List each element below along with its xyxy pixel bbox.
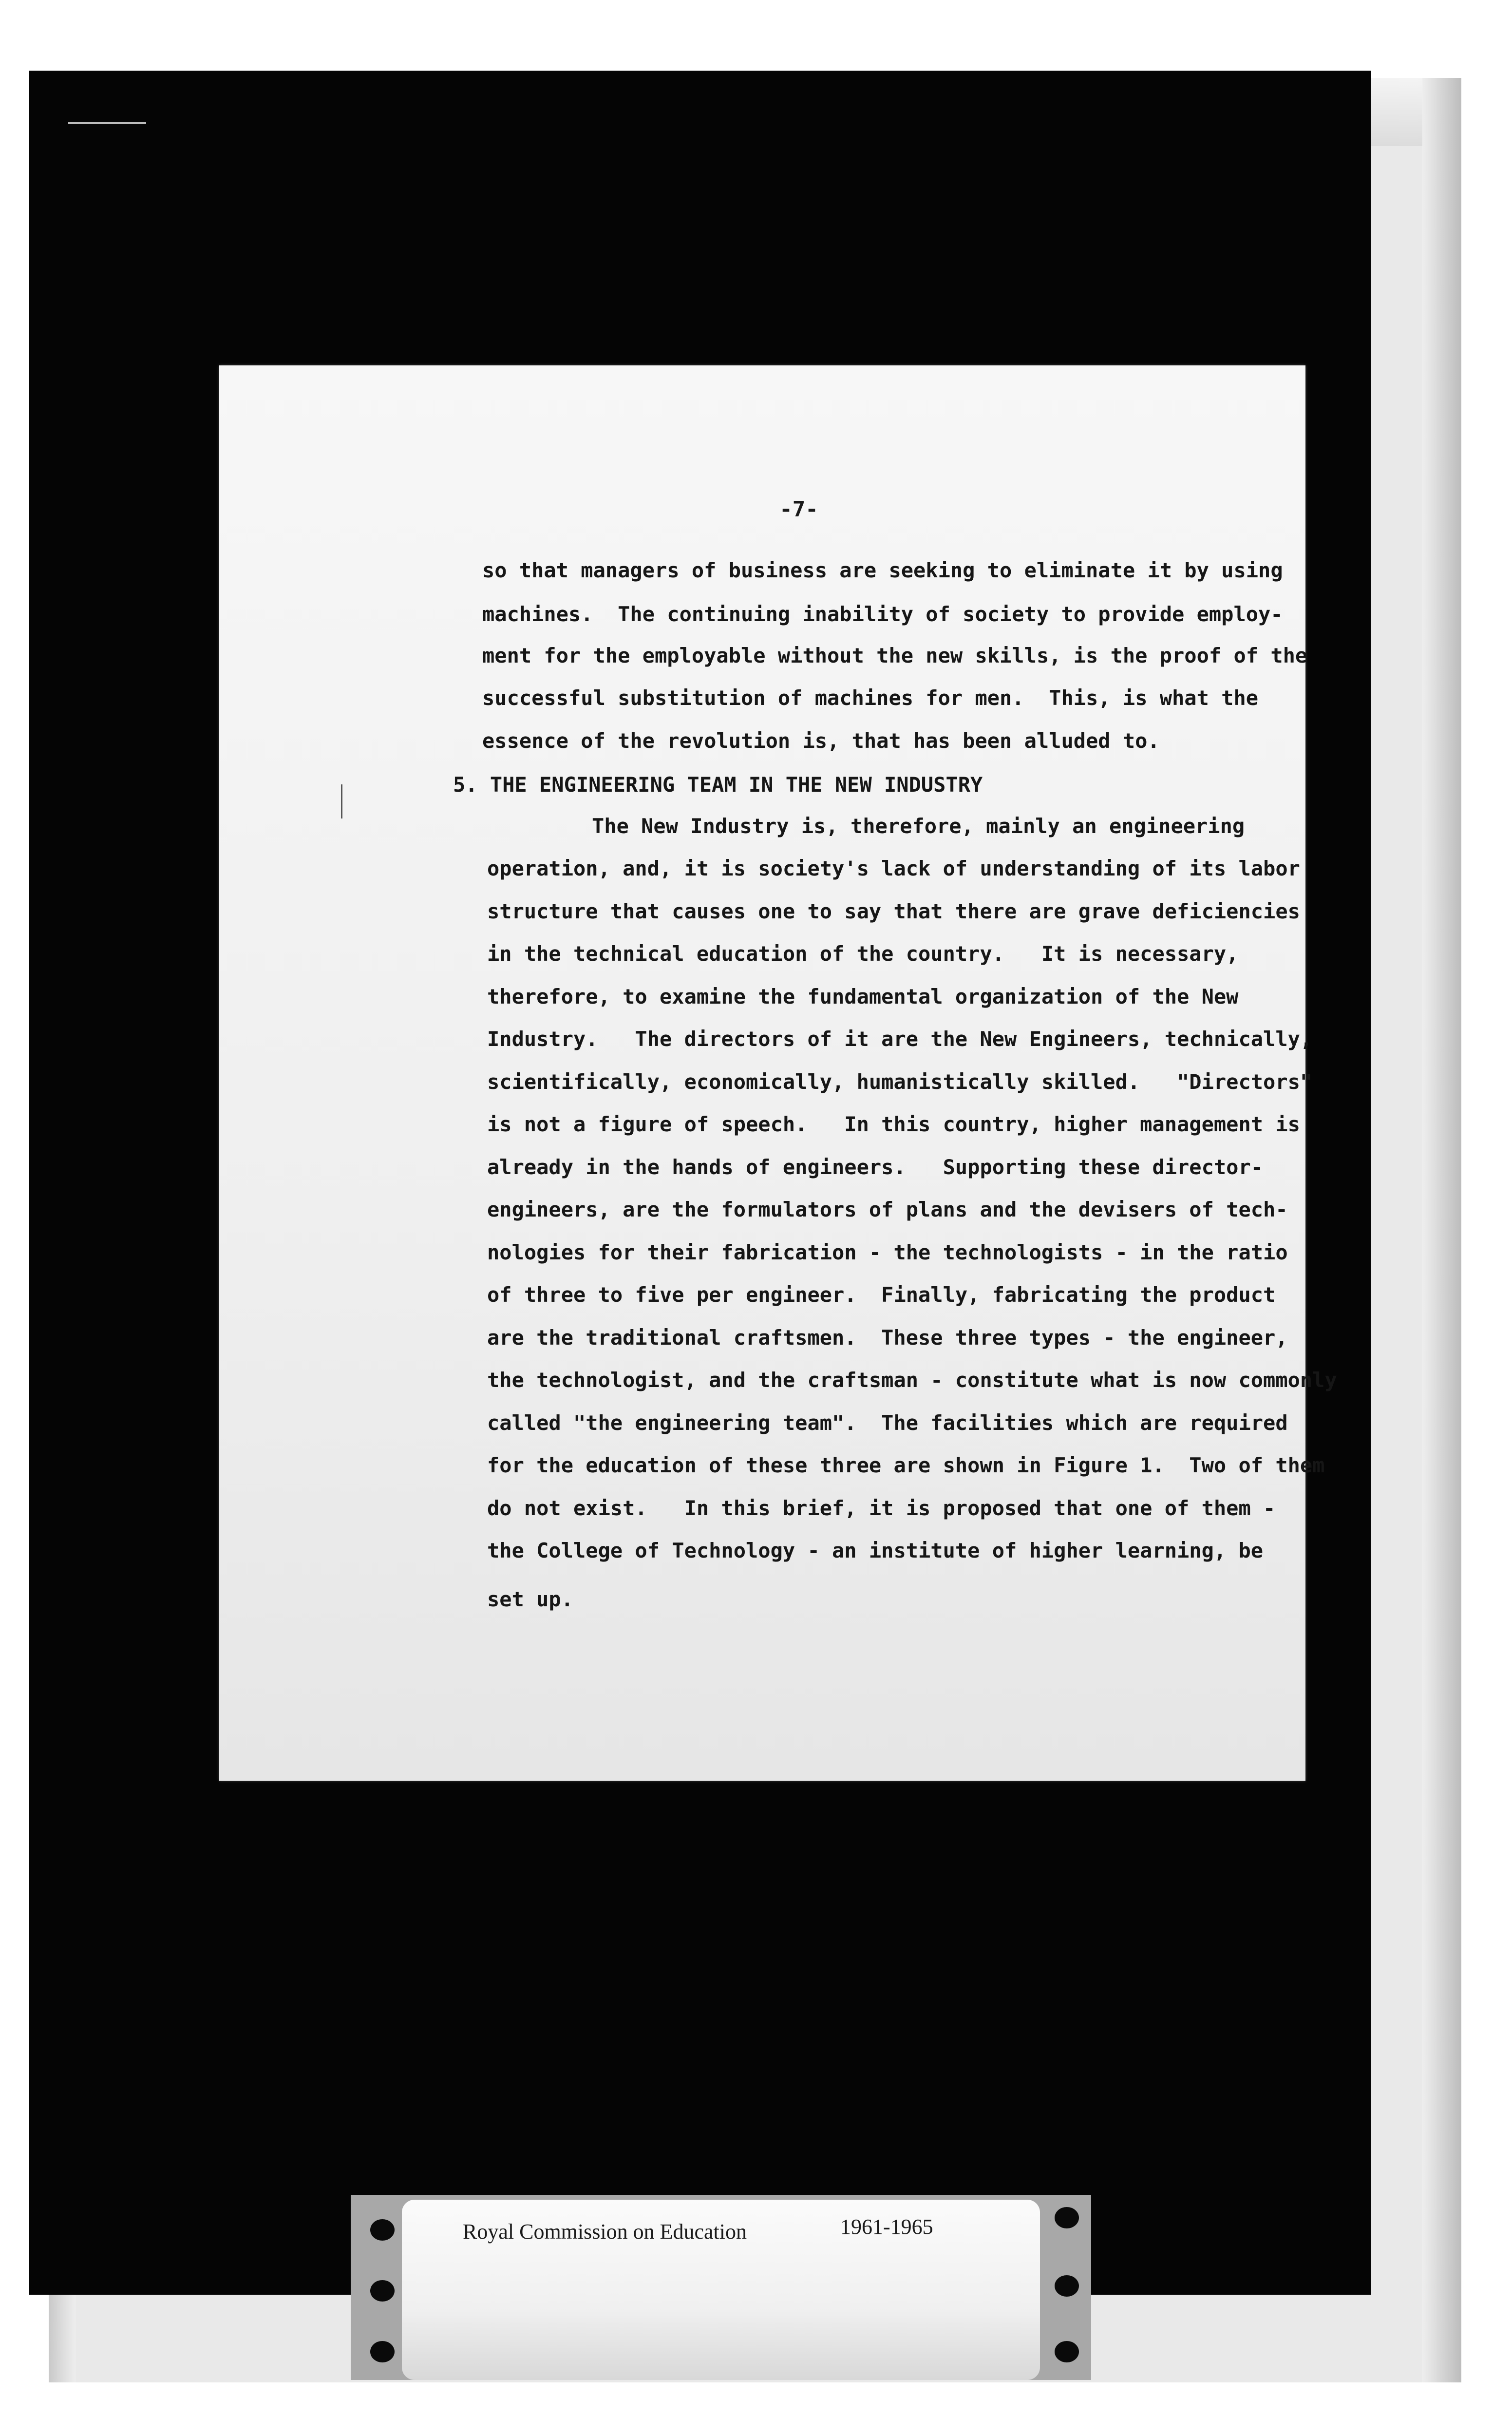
body-line: in the technical education of the country. It is necessary,: [487, 942, 1239, 966]
body-line: do not exist. In this brief, it is proposed that one of them -: [487, 1496, 1276, 1520]
body-line: is not a figure of speech. In this country, higher management is: [487, 1112, 1300, 1136]
archive-label-years: 1961-1965: [840, 2215, 933, 2239]
sprocket-hole: [1055, 2275, 1079, 2297]
body-line: therefore, to examine the fundamental organization of the New: [487, 985, 1239, 1009]
sprocket-hole: [1055, 2341, 1079, 2362]
sprocket-hole: [370, 2341, 395, 2362]
body-line: for the education of these three are shown in Figure 1. Two of them: [487, 1453, 1325, 1477]
body-line: scientifically, economically, humanistically skilled. "Directors": [487, 1070, 1313, 1094]
body-line: engineers, are the formulators of plans and the devisers of tech-: [487, 1198, 1288, 1221]
body-line: called "the engineering team". The facilities which are required: [487, 1411, 1288, 1435]
archive-label-title: Royal Commission on Education: [463, 2220, 747, 2244]
film-scratch: [68, 122, 146, 124]
body-line: operation, and, it is society's lack of understanding of its labor: [487, 856, 1300, 880]
margin-mark: [341, 784, 342, 818]
body-line: nologies for their fabrication - the technologists - in the ratio: [487, 1240, 1288, 1264]
body-line: the technologist, and the craftsman - constitute what is now commonly: [487, 1368, 1337, 1392]
body-line: successful substitution of machines for men. This, is what the: [482, 686, 1259, 710]
body-line: the College of Technology - an institute of higher learning, be: [487, 1539, 1264, 1562]
page-number: -7-: [779, 497, 818, 522]
body-line: already in the hands of engineers. Supporting these director-: [487, 1155, 1264, 1179]
body-line: The New Industry is, therefore, mainly an engineering: [592, 814, 1245, 838]
body-line: so that managers of business are seeking to eliminate it by using: [482, 558, 1283, 582]
body-line: machines. The continuing inability of society to provide employ-: [482, 602, 1283, 626]
body-line: Industry. The directors of it are the New Engineers, technically,: [487, 1027, 1313, 1051]
body-line: ment for the employable without the new skills, is the proof of the: [482, 644, 1308, 667]
sprocket-hole: [1055, 2207, 1079, 2228]
body-line: structure that causes one to say that there are grave deficiencies: [487, 899, 1300, 923]
body-line: are the traditional craftsmen. These three types - the engineer,: [487, 1326, 1288, 1350]
sprocket-hole: [370, 2219, 395, 2241]
frame-right-strip: [1422, 78, 1461, 2382]
body-line: set up.: [487, 1587, 574, 1611]
body-line: essence of the revolution is, that has been alluded to.: [482, 729, 1160, 753]
body-line: of three to five per engineer. Finally, fabricating the product: [487, 1283, 1276, 1307]
section-heading: 5. THE ENGINEERING TEAM IN THE NEW INDUSTRY: [453, 773, 983, 797]
sprocket-hole: [370, 2280, 395, 2302]
